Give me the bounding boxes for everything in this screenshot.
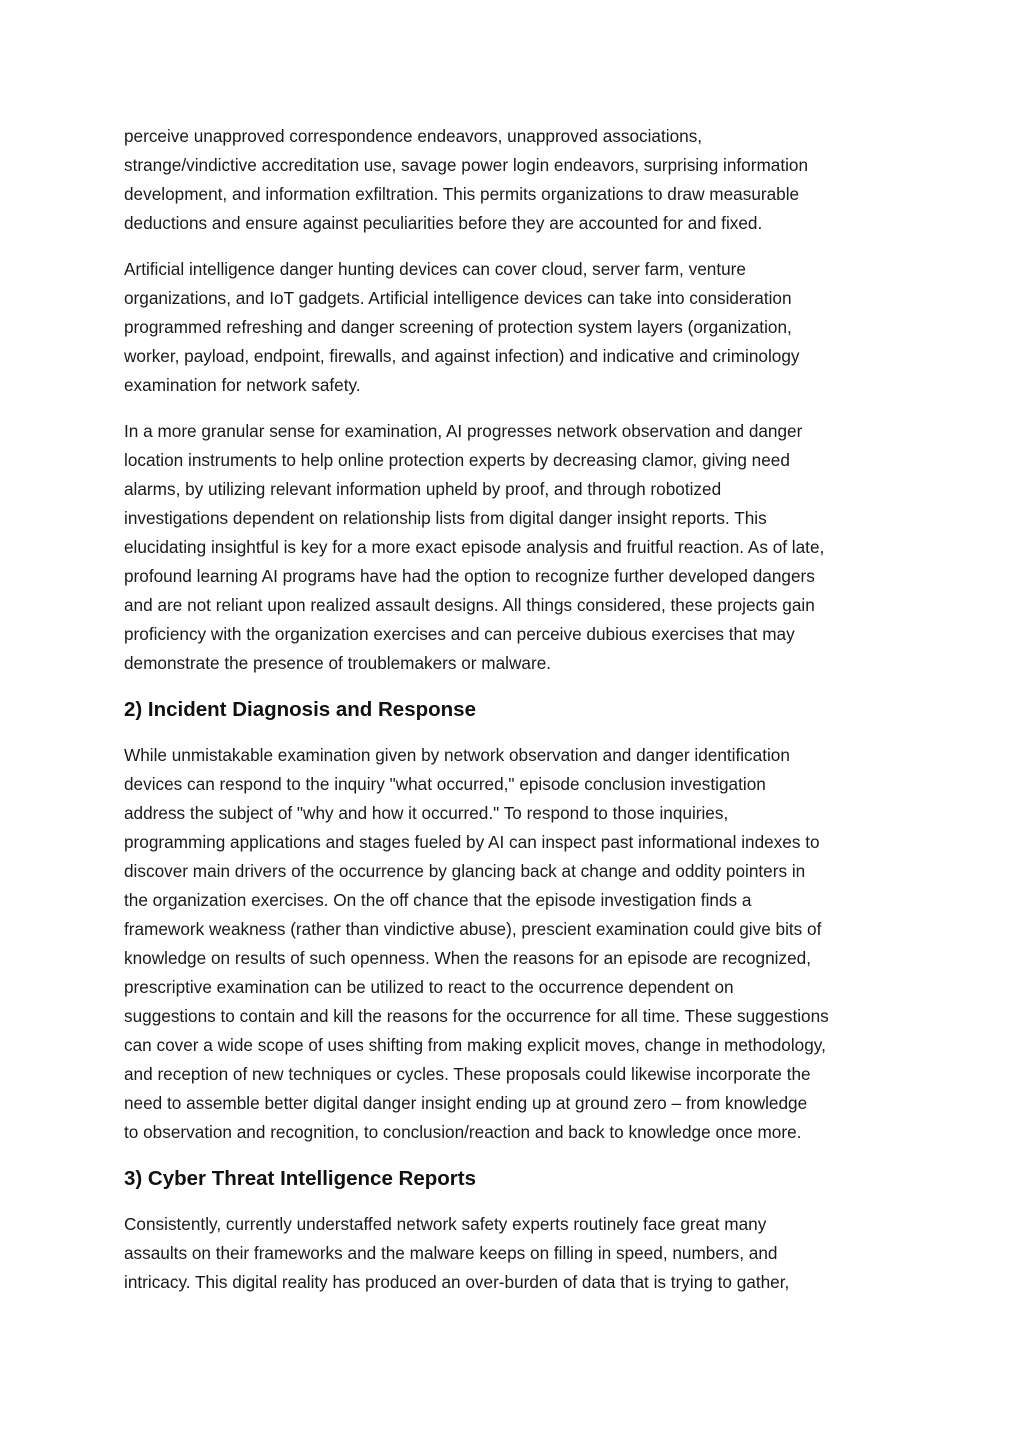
- text-line: profound learning AI programs have had the option to recognize further developed dangers: [124, 566, 815, 586]
- document-page: [124, 122, 914, 1314]
- text-line: address the subject of "why and how it occurred." To respond to those inquiries,: [124, 803, 729, 823]
- paragraph-granular-examination: [124, 417, 914, 678]
- text-line: proficiency with the organization exercises and can perceive dubious exercises that may: [124, 624, 795, 644]
- paragraph-incident-diagnosis: [124, 741, 914, 1147]
- text-line: assaults on their frameworks and the malware keeps on filling in speed, numbers, and: [124, 1243, 778, 1263]
- text-line: worker, payload, endpoint, firewalls, and against infection) and indicative and criminology: [124, 346, 800, 366]
- text-line: intricacy. This digital reality has produced an over-burden of data that is trying to gather,: [124, 1272, 790, 1292]
- text-line: can cover a wide scope of uses shifting from making explicit moves, change in methodology,: [124, 1035, 826, 1055]
- text-line: strange/vindictive accreditation use, savage power login endeavors, surprising information: [124, 155, 809, 175]
- text-line: deductions and ensure against peculiarities before they are accounted for and fixed.: [124, 213, 763, 233]
- text-line: Consistently, currently understaffed network safety experts routinely face great many: [124, 1214, 767, 1234]
- text-line: In a more granular sense for examination, AI progresses network observation and danger: [124, 421, 803, 441]
- text-line: the organization exercises. On the off chance that the episode investigation finds a: [124, 890, 752, 910]
- text-line: examination for network safety.: [124, 375, 361, 395]
- section-heading-incident-diagnosis: 2) Incident Diagnosis and Response: [124, 698, 476, 721]
- text-line: While unmistakable examination given by network observation and danger identification: [124, 745, 790, 765]
- text-line: perceive unapproved correspondence endeavors, unapproved associations,: [124, 126, 703, 146]
- text-line: to observation and recognition, to conclusion/reaction and back to knowledge once more.: [124, 1122, 802, 1142]
- paragraph-threat-intelligence: [124, 1210, 914, 1297]
- text-line: programming applications and stages fueled by AI can inspect past informational indexes to: [124, 832, 820, 852]
- text-line: devices can respond to the inquiry "what occurred," episode conclusion investigation: [124, 774, 766, 794]
- text-line: programmed refreshing and danger screening of protection system layers (organization,: [124, 317, 792, 337]
- text-line: prescriptive examination can be utilized to react to the occurrence dependent on: [124, 977, 734, 997]
- text-line: and are not reliant upon realized assault designs. All things considered, these projects gain: [124, 595, 815, 615]
- text-line: and reception of new techniques or cycles. These proposals could likewise incorporate the: [124, 1064, 811, 1084]
- text-line: need to assemble better digital danger insight ending up at ground zero – from knowledge: [124, 1093, 808, 1113]
- text-line: location instruments to help online protection experts by decreasing clamor, giving need: [124, 450, 790, 470]
- paragraph-threat-detection-continued: [124, 122, 914, 238]
- paragraph-ai-danger-hunting: [124, 255, 914, 400]
- text-line: development, and information exfiltration. This permits organizations to draw measurable: [124, 184, 800, 204]
- text-line: elucidating insightful is key for a more exact episode analysis and fruitful reaction. As of late,: [124, 537, 825, 557]
- text-line: knowledge on results of such openness. When the reasons for an episode are recognized,: [124, 948, 811, 968]
- text-line: framework weakness (rather than vindictive abuse), prescient examination could give bits of: [124, 919, 822, 939]
- text-line: investigations dependent on relationship lists from digital danger insight reports. This: [124, 508, 767, 528]
- text-line: suggestions to contain and kill the reasons for the occurrence for all time. These suggestions: [124, 1006, 829, 1026]
- text-line: alarms, by utilizing relevant information upheld by proof, and through robotized: [124, 479, 722, 499]
- text-line: discover main drivers of the occurrence by glancing back at change and oddity pointers in: [124, 861, 806, 881]
- text-line: Artificial intelligence danger hunting devices can cover cloud, server farm, venture: [124, 259, 746, 279]
- section-heading-threat-intelligence: 3) Cyber Threat Intelligence Reports: [124, 1167, 477, 1190]
- text-line: organizations, and IoT gadgets. Artificial intelligence devices can take into consideration: [124, 288, 792, 308]
- text-line: demonstrate the presence of troublemakers or malware.: [124, 653, 552, 673]
